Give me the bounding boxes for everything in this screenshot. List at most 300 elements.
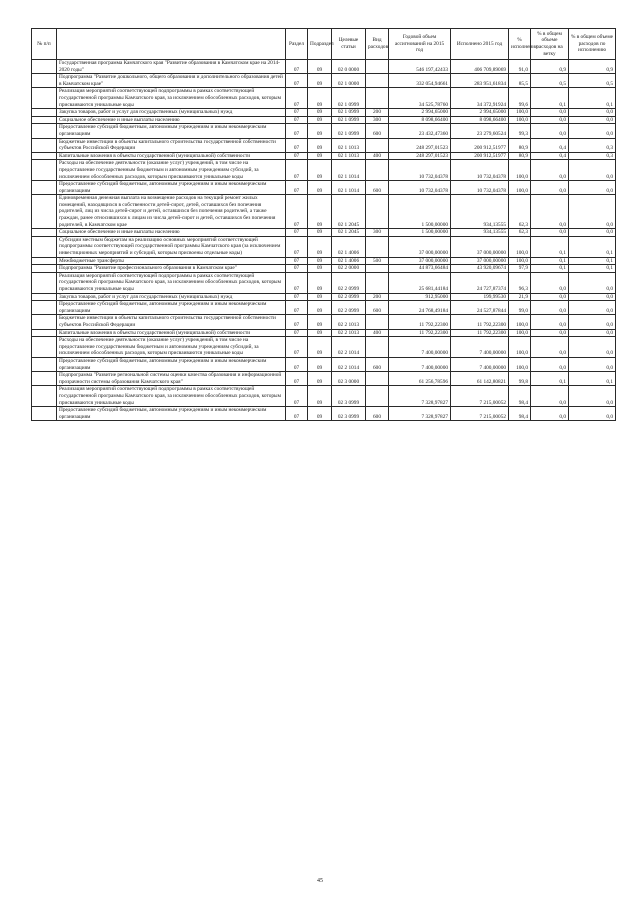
- cell-executed: 7 400,00000: [451, 357, 509, 371]
- cell-share-total2: 0,0: [569, 386, 616, 407]
- table-row: [32, 372, 616, 386]
- cell-percent: 98,4: [509, 386, 531, 407]
- cell-subsection: 09: [308, 88, 332, 109]
- cell-section: 07: [286, 60, 308, 74]
- cell-expense-type: [366, 272, 389, 293]
- cell-section: 07: [286, 293, 308, 301]
- cell-num: [32, 257, 57, 265]
- cell-expense-type: 300: [366, 116, 389, 124]
- cell-executed: 34 372,91924: [451, 88, 509, 109]
- cell-name: Бюджетные инвестиции в объекты капитального строительства государственной собственности субъектов Российской Федерации: [57, 315, 286, 329]
- cell-num: [32, 272, 57, 293]
- budget-table: [31, 28, 616, 421]
- cell-expense-type: [366, 88, 389, 109]
- cell-num: [32, 116, 57, 124]
- cell-annual-volume: 34 525,78760: [389, 88, 451, 109]
- cell-annual-volume: 10 732,04378: [389, 160, 451, 181]
- cell-percent: 99,6: [509, 88, 531, 109]
- cell-share-total2: 0,0: [569, 337, 616, 358]
- cell-name: Закупка товаров, работ и услуг для государственных (муниципальных) нужд: [57, 293, 286, 301]
- cell-executed: 10 732,04378: [451, 160, 509, 181]
- cell-annual-volume: 248 297,01523: [389, 152, 451, 160]
- cell-annual-volume: 25 681,44184: [389, 272, 451, 293]
- cell-annual-volume: 11 792,22300: [389, 315, 451, 329]
- table-row: [32, 116, 616, 124]
- cell-share-total: 0,0: [531, 229, 569, 237]
- cell-share-total2: 0,0: [569, 272, 616, 293]
- cell-num: [32, 407, 57, 421]
- cell-annual-volume: 7 328,97827: [389, 407, 451, 421]
- cell-annual-volume: 912,95000: [389, 293, 451, 301]
- cell-num: [32, 236, 57, 257]
- cell-annual-volume: 332 054,94661: [389, 74, 451, 88]
- cell-num: [32, 74, 57, 88]
- cell-executed: 7 215,00052: [451, 407, 509, 421]
- cell-name: Реализация мероприятий соответствующей подпрограммы в рамках соответствующей государственной программы Камчатского края, за исключением обособленных расходов, которым присваиваются уникальные коды: [57, 272, 286, 293]
- cell-section: 07: [286, 265, 308, 273]
- cell-section: 07: [286, 195, 308, 229]
- cell-section: 07: [286, 236, 308, 257]
- cell-target: 02 2 0999: [332, 272, 366, 293]
- table-row: [32, 181, 616, 195]
- cell-share-total2: 0,0: [569, 195, 616, 229]
- cell-share-total: 0,1: [531, 257, 569, 265]
- cell-section: 07: [286, 181, 308, 195]
- cell-subsection: 09: [308, 337, 332, 358]
- cell-subsection: 09: [308, 257, 332, 265]
- cell-executed: 406 709,89069: [451, 60, 509, 74]
- cell-section: 07: [286, 88, 308, 109]
- cell-annual-volume: 37 000,00000: [389, 257, 451, 265]
- cell-target: 02 1 0999: [332, 116, 366, 124]
- cell-section: 07: [286, 229, 308, 237]
- table-row: [32, 160, 616, 181]
- cell-num: [32, 337, 57, 358]
- cell-target: 02 1 0999: [332, 88, 366, 109]
- cell-section: 07: [286, 315, 308, 329]
- cell-executed: 934,13555: [451, 195, 509, 229]
- cell-share-total2: 0,0: [569, 301, 616, 315]
- cell-target: 02 3 0999: [332, 386, 366, 407]
- cell-share-total: 0,0: [531, 407, 569, 421]
- cell-share-total: 0,0: [531, 301, 569, 315]
- cell-expense-type: 500: [366, 257, 389, 265]
- cell-target: 02 1 2045: [332, 195, 366, 229]
- cell-executed: 24 727,87374: [451, 272, 509, 293]
- cell-executed: 8 098,66400: [451, 116, 509, 124]
- cell-target: 02 1 1013: [332, 152, 366, 160]
- cell-subsection: 09: [308, 329, 332, 337]
- cell-percent: 100,0: [509, 116, 531, 124]
- cell-section: 07: [286, 124, 308, 138]
- cell-name: Межбюджетные трансферты: [57, 257, 286, 265]
- cell-share-total2: 0,9: [569, 60, 616, 74]
- header-share-total: % в общем объеме расходов на ветку: [531, 29, 569, 60]
- cell-annual-volume: 7 328,97827: [389, 386, 451, 407]
- cell-num: [32, 265, 57, 273]
- cell-target: 02 1 1014: [332, 160, 366, 181]
- cell-expense-type: [366, 265, 389, 273]
- table-row: [32, 138, 616, 152]
- cell-share-total2: 0,0: [569, 160, 616, 181]
- cell-target: 02 1 2045: [332, 229, 366, 237]
- cell-share-total2: 0,0: [569, 181, 616, 195]
- cell-subsection: 09: [308, 195, 332, 229]
- cell-target: 02 2 1013: [332, 329, 366, 337]
- cell-expense-type: 600: [366, 181, 389, 195]
- cell-share-total2: 0,0: [569, 407, 616, 421]
- cell-target: 02 1 1014: [332, 181, 366, 195]
- cell-expense-type: 600: [366, 357, 389, 371]
- cell-percent: 100,0: [509, 315, 531, 329]
- cell-target: 02 2 0999: [332, 293, 366, 301]
- cell-expense-type: [366, 195, 389, 229]
- cell-name: Предоставление субсидий бюджетным, автономным учреждениям и иным некоммерческим организациям: [57, 181, 286, 195]
- cell-executed: 37 000,00000: [451, 236, 509, 257]
- cell-expense-type: 300: [366, 229, 389, 237]
- cell-annual-volume: 248 297,01523: [389, 138, 451, 152]
- cell-executed: 200 912,51977: [451, 138, 509, 152]
- cell-target: 02 2 1013: [332, 315, 366, 329]
- cell-subsection: 09: [308, 407, 332, 421]
- cell-share-total: 0,0: [531, 357, 569, 371]
- cell-annual-volume: 61 256,78596: [389, 372, 451, 386]
- table-row: [32, 301, 616, 315]
- cell-annual-volume: 7 400,00000: [389, 357, 451, 371]
- cell-percent: 62,3: [509, 195, 531, 229]
- cell-expense-type: [366, 74, 389, 88]
- cell-name: Расходы на обеспечение деятельности (оказание услуг) учреждений, в том числе на предоставление государственным бюджетным и автономным учреждениям субсидий, за исключением обособленных расходов, которым присваиваются уникальные коды: [57, 160, 286, 181]
- cell-percent: 100,0: [509, 329, 531, 337]
- cell-executed: 37 000,00000: [451, 257, 509, 265]
- cell-name: Подпрограмма "Развитие дошкольного, общего образования и дополнительного образования детей в Камчатском крае": [57, 74, 286, 88]
- cell-section: 07: [286, 152, 308, 160]
- cell-executed: 11 792,22300: [451, 329, 509, 337]
- table-row: [32, 74, 616, 88]
- cell-executed: 10 732,04378: [451, 181, 509, 195]
- cell-section: 07: [286, 74, 308, 88]
- cell-target: 02 1 0999: [332, 109, 366, 117]
- cell-target: 02 2 1014: [332, 357, 366, 371]
- cell-share-total2: 0,0: [569, 293, 616, 301]
- cell-share-total: 0,1: [531, 236, 569, 257]
- cell-num: [32, 138, 57, 152]
- cell-expense-type: 600: [366, 124, 389, 138]
- cell-section: 07: [286, 160, 308, 181]
- cell-share-total: 0,0: [531, 181, 569, 195]
- cell-percent: 99,3: [509, 124, 531, 138]
- table-row: [32, 386, 616, 407]
- cell-name: Предоставление субсидий бюджетным, автономным учреждениям и иным некоммерческим организациям: [57, 357, 286, 371]
- header-annual-volume: Годовой объем ассигнований на 2015 год: [389, 29, 451, 60]
- cell-executed: 24 527,87844: [451, 301, 509, 315]
- table-row: [32, 293, 616, 301]
- cell-section: 07: [286, 357, 308, 371]
- cell-name: Единовременная денежная выплата на возмещение расходов на текущий ремонт жилых помещений, находящихся в собственности детей-сирот, детей, оставшихся без попечения родителей, лиц из числа детей-сирот и детей, оставшихся без попечения родителей, а также граждан, ранее относившихся к лицам из числа детей-сирот и детей, оставшихся без попечения родителей, в Камчатском крае: [57, 195, 286, 229]
- cell-subsection: 09: [308, 372, 332, 386]
- table-row: [32, 109, 616, 117]
- cell-name: Социальное обеспечение и иные выплаты населению: [57, 116, 286, 124]
- cell-executed: 23 279,60524: [451, 124, 509, 138]
- cell-executed: 199,99530: [451, 293, 509, 301]
- cell-expense-type: [366, 160, 389, 181]
- cell-percent: 80,9: [509, 138, 531, 152]
- table-row: [32, 257, 616, 265]
- cell-name: Реализация мероприятий соответствующей подпрограммы в рамках соответствующей государственной программы Камчатского края, за исключением обособленных расходов, которым присваиваются уникальные коды: [57, 88, 286, 109]
- cell-name: Капитальные вложения в объекты государственной (муниципальной) собственности: [57, 152, 286, 160]
- cell-annual-volume: 1 500,00000: [389, 195, 451, 229]
- cell-percent: 91,0: [509, 60, 531, 74]
- cell-percent: 97,9: [509, 265, 531, 273]
- cell-expense-type: 200: [366, 293, 389, 301]
- cell-executed: 2 994,65000: [451, 109, 509, 117]
- cell-subsection: 09: [308, 229, 332, 237]
- cell-percent: 100,0: [509, 160, 531, 181]
- cell-share-total2: 0,1: [569, 257, 616, 265]
- cell-expense-type: 200: [366, 109, 389, 117]
- cell-percent: 80,9: [509, 152, 531, 160]
- cell-share-total: 0,1: [531, 88, 569, 109]
- cell-name: Предоставление субсидий бюджетным, автономным учреждениям и иным некоммерческим организациям: [57, 124, 286, 138]
- cell-section: 07: [286, 337, 308, 358]
- table-row: [32, 272, 616, 293]
- table-row: [32, 195, 616, 229]
- cell-percent: 21,9: [509, 293, 531, 301]
- cell-share-total2: 0,0: [569, 109, 616, 117]
- cell-subsection: 09: [308, 236, 332, 257]
- cell-num: [32, 152, 57, 160]
- table-row: [32, 329, 616, 337]
- header-target: Целевые статьи: [332, 29, 366, 60]
- cell-expense-type: [366, 60, 389, 74]
- cell-subsection: 09: [308, 124, 332, 138]
- cell-executed: 61 142,80821: [451, 372, 509, 386]
- cell-share-total: 0,4: [531, 138, 569, 152]
- cell-target: 02 1 4006: [332, 257, 366, 265]
- cell-annual-volume: 23 432,47360: [389, 124, 451, 138]
- cell-section: 07: [286, 272, 308, 293]
- cell-target: 02 1 0000: [332, 74, 366, 88]
- cell-target: 02 2 0999: [332, 301, 366, 315]
- cell-annual-volume: 7 400,00000: [389, 337, 451, 358]
- cell-share-total: 0,0: [531, 195, 569, 229]
- cell-target: 02 1 1013: [332, 138, 366, 152]
- cell-share-total: 0,0: [531, 160, 569, 181]
- cell-subsection: 09: [308, 152, 332, 160]
- cell-section: 07: [286, 138, 308, 152]
- cell-target: 02 1 4006: [332, 236, 366, 257]
- cell-share-total: 0,1: [531, 265, 569, 273]
- cell-subsection: 09: [308, 301, 332, 315]
- cell-share-total2: 0,1: [569, 236, 616, 257]
- cell-num: [32, 293, 57, 301]
- cell-target: 02 3 0000: [332, 372, 366, 386]
- cell-target: 02 2 1014: [332, 337, 366, 358]
- cell-percent: 100,0: [509, 181, 531, 195]
- cell-section: 07: [286, 407, 308, 421]
- cell-num: [32, 372, 57, 386]
- cell-expense-type: [366, 315, 389, 329]
- cell-expense-type: [366, 337, 389, 358]
- cell-share-total: 0,0: [531, 315, 569, 329]
- cell-percent: 99,0: [509, 301, 531, 315]
- cell-name: Закупка товаров, работ и услуг для государственных (муниципальных) нужд: [57, 109, 286, 117]
- cell-subsection: 09: [308, 357, 332, 371]
- header-expense-type: Вид расходов: [366, 29, 389, 60]
- header-subsection: Подраздел: [308, 29, 332, 60]
- cell-executed: 7 400,00000: [451, 337, 509, 358]
- header-name: [57, 29, 286, 60]
- cell-percent: 100,0: [509, 109, 531, 117]
- cell-share-total: 0,0: [531, 329, 569, 337]
- table-row: [32, 60, 616, 74]
- cell-subsection: 09: [308, 315, 332, 329]
- cell-percent: 99,8: [509, 372, 531, 386]
- cell-share-total2: 0,1: [569, 88, 616, 109]
- cell-name: Подпрограмма "Развитие профессионального образования в Камчатском крае": [57, 265, 286, 273]
- cell-name: Предоставление субсидий бюджетным, автономным учреждениям и иным некоммерческим организациям: [57, 301, 286, 315]
- cell-annual-volume: 8 098,66400: [389, 116, 451, 124]
- cell-section: 07: [286, 329, 308, 337]
- cell-num: [32, 60, 57, 74]
- cell-share-total2: 0,0: [569, 229, 616, 237]
- cell-percent: 62,3: [509, 229, 531, 237]
- table-row: [32, 236, 616, 257]
- page-number: 45: [317, 878, 323, 884]
- table-row: [32, 152, 616, 160]
- cell-share-total: 0,1: [531, 372, 569, 386]
- cell-executed: 200 912,51977: [451, 152, 509, 160]
- cell-num: [32, 357, 57, 371]
- cell-name: Капитальные вложения в объекты государственной (муниципальной) собственности: [57, 329, 286, 337]
- table-row: [32, 337, 616, 358]
- cell-share-total2: 0,3: [569, 152, 616, 160]
- cell-name: Расходы на обеспечение деятельности (оказание услуг) учреждений, в том числе на предоставление государственным бюджетным и автономным учреждениям субсидий, за исключением обособленных расходов, которым присваиваются уникальные коды: [57, 337, 286, 358]
- cell-subsection: 09: [308, 74, 332, 88]
- cell-target: 02 0 0000: [332, 60, 366, 74]
- cell-target: 02 2 0000: [332, 265, 366, 273]
- cell-share-total: 0,0: [531, 109, 569, 117]
- cell-num: [32, 160, 57, 181]
- header-share-total2: % в общем объеме расходов по исполнению: [569, 29, 616, 60]
- cell-expense-type: [366, 236, 389, 257]
- cell-name: Подпрограмма "Развитие региональной системы оценки качества образования и информационной прозрачности системы образования Камчатского края": [57, 372, 286, 386]
- cell-annual-volume: 546 197,42433: [389, 60, 451, 74]
- table-row: [32, 88, 616, 109]
- cell-annual-volume: 44 873,66484: [389, 265, 451, 273]
- cell-expense-type: [366, 386, 389, 407]
- cell-name: Предоставление субсидий бюджетным, автономным учреждениям и иным некоммерческим организациям: [57, 407, 286, 421]
- header-percent: % исполнения: [509, 29, 531, 60]
- cell-percent: 100,0: [509, 257, 531, 265]
- cell-expense-type: 600: [366, 301, 389, 315]
- cell-percent: 100,0: [509, 357, 531, 371]
- cell-name: Реализация мероприятий соответствующей подпрограммы в рамках соответствующей государственной программы Камчатского края, за исключением обособленных расходов, которым присваиваются уникальные коды: [57, 386, 286, 407]
- table-row: [32, 265, 616, 273]
- cell-section: 07: [286, 301, 308, 315]
- cell-name: Субсидии местным бюджетам на реализацию основных мероприятий соответствующей подпрограммы соответствующей государственной программы Камчатского края (за исключением инвестиционных мероприятий и субсидий, которым присвоены отдельные коды): [57, 236, 286, 257]
- table-row: [32, 124, 616, 138]
- cell-subsection: 09: [308, 386, 332, 407]
- cell-percent: 96,3: [509, 272, 531, 293]
- table-header-row: [32, 29, 616, 60]
- cell-subsection: 09: [308, 272, 332, 293]
- cell-num: [32, 386, 57, 407]
- cell-subsection: 09: [308, 109, 332, 117]
- cell-share-total: 0,0: [531, 116, 569, 124]
- cell-num: [32, 109, 57, 117]
- cell-section: 07: [286, 372, 308, 386]
- cell-share-total2: 0,0: [569, 329, 616, 337]
- cell-name: Социальное обеспечение и иные выплаты населению: [57, 229, 286, 237]
- cell-num: [32, 195, 57, 229]
- cell-name: Государственная программа Камчатского края "Развитие образования в Камчатском крае на 2014-2020 годы": [57, 60, 286, 74]
- header-section: Раздел: [286, 29, 308, 60]
- cell-share-total: 0,0: [531, 272, 569, 293]
- cell-share-total: 0,0: [531, 337, 569, 358]
- cell-num: [32, 124, 57, 138]
- cell-percent: 100,0: [509, 337, 531, 358]
- cell-section: 07: [286, 109, 308, 117]
- cell-annual-volume: 2 994,65000: [389, 109, 451, 117]
- cell-expense-type: 600: [366, 407, 389, 421]
- cell-num: [32, 329, 57, 337]
- cell-num: [32, 181, 57, 195]
- cell-annual-volume: 24 768,49184: [389, 301, 451, 315]
- cell-share-total2: 0,5: [569, 74, 616, 88]
- cell-expense-type: 400: [366, 329, 389, 337]
- cell-subsection: 09: [308, 160, 332, 181]
- cell-subsection: 09: [308, 265, 332, 273]
- cell-share-total2: 0,3: [569, 138, 616, 152]
- cell-share-total2: 0,0: [569, 116, 616, 124]
- table-row: [32, 407, 616, 421]
- cell-annual-volume: 11 792,22300: [389, 329, 451, 337]
- cell-executed: 7 215,00052: [451, 386, 509, 407]
- header-num: № п/п: [32, 29, 57, 60]
- cell-expense-type: 400: [366, 152, 389, 160]
- cell-expense-type: [366, 372, 389, 386]
- cell-expense-type: [366, 138, 389, 152]
- cell-annual-volume: 37 000,00000: [389, 236, 451, 257]
- cell-annual-volume: 1 500,00000: [389, 229, 451, 237]
- cell-share-total: 0,0: [531, 124, 569, 138]
- table-row: [32, 315, 616, 329]
- cell-subsection: 09: [308, 116, 332, 124]
- cell-section: 07: [286, 386, 308, 407]
- cell-percent: 85,5: [509, 74, 531, 88]
- cell-annual-volume: 10 732,04378: [389, 181, 451, 195]
- cell-num: [32, 88, 57, 109]
- cell-executed: 11 792,22300: [451, 315, 509, 329]
- cell-target: 02 3 0999: [332, 407, 366, 421]
- cell-name: Бюджетные инвестиции в объекты капитального строительства государственной собственности субъектов Российской Федерации: [57, 138, 286, 152]
- cell-subsection: 09: [308, 293, 332, 301]
- cell-share-total2: 0,0: [569, 357, 616, 371]
- cell-share-total: 0,5: [531, 74, 569, 88]
- table-row: [32, 357, 616, 371]
- cell-section: 07: [286, 257, 308, 265]
- cell-section: 07: [286, 116, 308, 124]
- cell-subsection: 09: [308, 138, 332, 152]
- cell-share-total: 0,4: [531, 152, 569, 160]
- cell-share-total: 0,0: [531, 293, 569, 301]
- cell-share-total2: 0,0: [569, 315, 616, 329]
- cell-share-total: 0,0: [531, 386, 569, 407]
- cell-num: [32, 229, 57, 237]
- cell-target: 02 1 0999: [332, 124, 366, 138]
- cell-subsection: 09: [308, 181, 332, 195]
